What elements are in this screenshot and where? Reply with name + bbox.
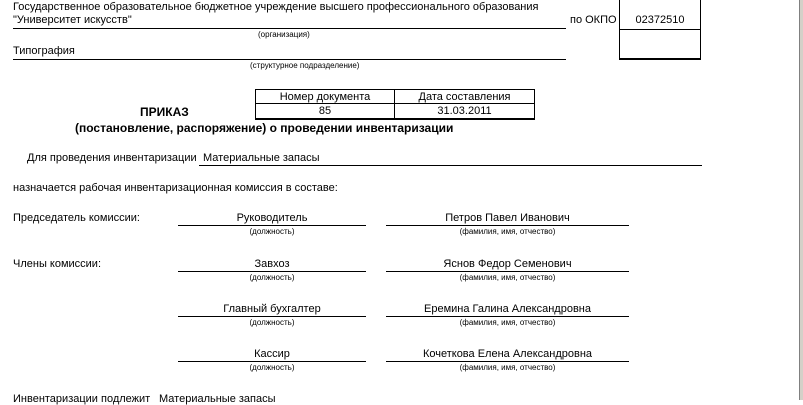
doc-date: 31.03.2011 <box>437 105 492 117</box>
member-name: Еремина Галина Александровна <box>424 303 591 315</box>
member-name-caption: (фамилия, имя, отчество) <box>459 318 556 327</box>
member-position: Завхоз <box>254 258 290 270</box>
member-position: Главный бухгалтер <box>223 303 321 315</box>
commission-text: назначается рабочая инвентаризационная комиссия в составе: <box>13 182 338 194</box>
member-position-line <box>178 271 366 272</box>
purpose-label: Для проведения инвентаризации <box>27 152 197 164</box>
org-underline <box>13 28 566 29</box>
member-position-caption: (должность) <box>249 318 295 327</box>
purpose-value: Материальные запасы <box>203 152 320 164</box>
org-name-line2: "Университет искусств" <box>13 14 132 26</box>
chairman-name: Петров Павел Иванович <box>445 212 570 224</box>
department-caption: (структурное подразделение) <box>250 61 360 70</box>
okpo-value: 02372510 <box>635 14 685 26</box>
member-name: Кочеткова Елена Александровна <box>422 348 593 360</box>
okpo-box-mid <box>619 29 701 30</box>
member-position-caption: (должность) <box>249 363 295 372</box>
chairman-position-line <box>178 225 366 226</box>
subject-value: Материальные запасы <box>159 393 276 405</box>
member-position: Кассир <box>254 348 290 360</box>
member-name-caption: (фамилия, имя, отчество) <box>459 273 556 282</box>
chairman-name-line <box>386 225 629 226</box>
member-name: Яснов Федор Семенович <box>443 258 572 270</box>
doc-table <box>255 89 535 120</box>
chairman-label: Председатель комиссии: <box>13 212 140 224</box>
member-position-line <box>178 361 366 362</box>
org-caption: (организация) <box>258 30 310 39</box>
member-position-line <box>178 316 366 317</box>
doc-title: ПРИКАЗ <box>140 105 189 119</box>
department-underline <box>13 59 566 60</box>
members-label: Члены комиссии: <box>13 258 102 270</box>
member-name-line <box>386 316 629 317</box>
org-name-line1: Государственное образовательное бюджетное учреждение высшего профессионального образования <box>13 1 539 13</box>
department: Типография <box>13 45 75 57</box>
subject-label: Инвентаризации подлежит <box>13 393 151 405</box>
chairman-name-caption: (фамилия, имя, отчество) <box>459 227 556 236</box>
doc-subtitle: (постановление, распоряжение) о проведении инвентаризации <box>75 121 454 135</box>
okpo-label: по ОКПО <box>570 14 617 26</box>
okpo-box-bottom <box>619 58 701 60</box>
member-position-caption: (должность) <box>249 273 295 282</box>
doc-number: 85 <box>318 105 332 117</box>
doc-number-header: Номер документа <box>279 91 371 103</box>
chairman-position: Руководитель <box>236 212 308 224</box>
chairman-position-caption: (должность) <box>249 227 295 236</box>
doc-date-header: Дата составления <box>418 91 511 103</box>
member-name-line <box>386 361 629 362</box>
scrollbar[interactable] <box>799 0 803 400</box>
member-name-caption: (фамилия, имя, отчество) <box>459 363 556 372</box>
purpose-underline <box>199 165 702 166</box>
member-name-line <box>386 271 629 272</box>
